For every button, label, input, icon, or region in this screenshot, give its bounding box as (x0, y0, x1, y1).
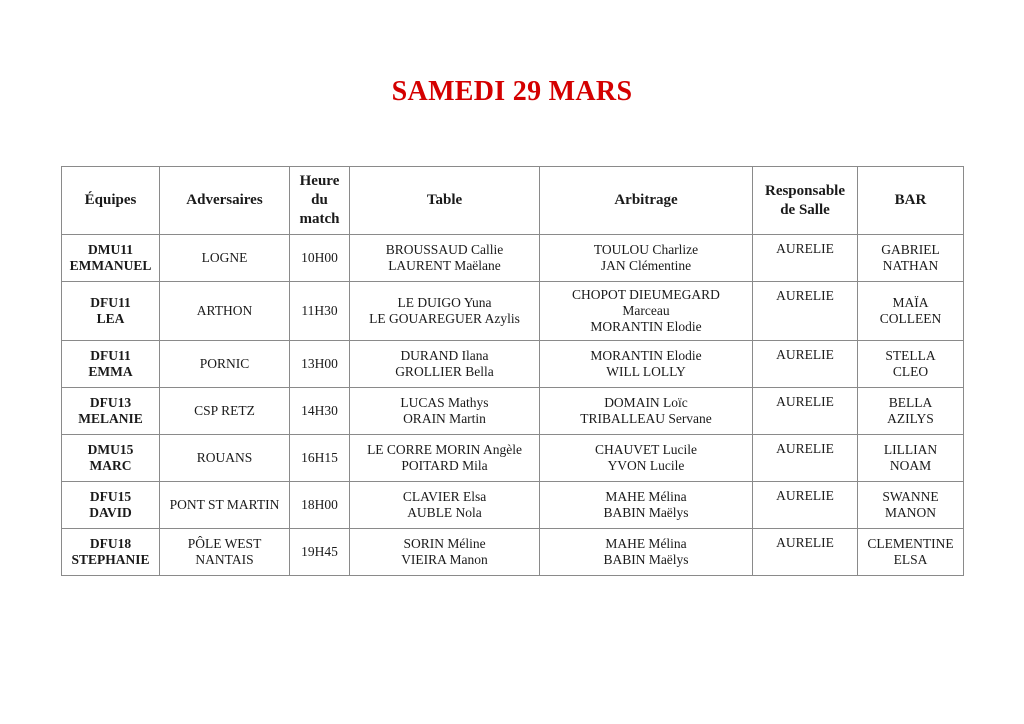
table-officials-cell (350, 388, 540, 435)
responsible-cell: AURELIE (753, 282, 858, 341)
table-official: GROLLIER Bella (395, 364, 494, 379)
opponent-line: PONT ST MARTIN (169, 497, 280, 512)
opponent-cell (160, 529, 290, 576)
team-cell (62, 388, 160, 435)
opponent-line: ROUANS (196, 450, 253, 465)
team-line: DFU11 (90, 295, 131, 310)
responsible-cell: AURELIE (753, 235, 858, 282)
table-row (62, 388, 964, 435)
table-official: LUCAS Mathys (400, 395, 489, 410)
header-adversaires: Adversaires (160, 167, 290, 235)
table-official: POITARD Mila (401, 458, 488, 473)
bar-cell (858, 435, 964, 482)
header-responsable (753, 167, 858, 235)
referee-name: Marceau (622, 303, 670, 318)
bar-name: COLLEEN (879, 311, 942, 326)
header-heure-line: Heure (299, 173, 340, 189)
bar-cell (858, 482, 964, 529)
bar-cell (858, 529, 964, 576)
bar-cell (858, 388, 964, 435)
team-line: DMU11 (88, 242, 133, 257)
opponent-line: CSP RETZ (194, 403, 255, 418)
header-heure (290, 167, 350, 235)
referee-name: YVON Lucile (607, 458, 685, 473)
opponent-cell (160, 435, 290, 482)
team-line: STEPHANIE (71, 552, 150, 567)
time-cell: 13H00 (290, 341, 350, 388)
table-official: ORAIN Martin (403, 411, 486, 426)
referee-cell (540, 388, 753, 435)
responsible-cell: AURELIE (753, 388, 858, 435)
bar-name: AZILYS (887, 411, 934, 426)
team-cell (62, 482, 160, 529)
referee-name: BABIN Maëlys (603, 552, 689, 567)
table-official: VIEIRA Manon (401, 552, 488, 567)
bar-name: MANON (884, 505, 936, 520)
team-line: EMMA (88, 364, 133, 379)
table-row (62, 235, 964, 282)
team-cell (62, 341, 160, 388)
opponent-line: NANTAIS (195, 552, 254, 567)
team-cell (62, 529, 160, 576)
opponent-line: PORNIC (199, 356, 250, 371)
header-responsable-line: Responsable (764, 182, 846, 199)
time-cell: 19H45 (290, 529, 350, 576)
team-line: DFU18 (89, 536, 132, 551)
responsible-cell: AURELIE (753, 482, 858, 529)
table-official: CLAVIER Elsa (402, 489, 487, 504)
bar-name: ELSA (893, 552, 928, 567)
header-equipes: Équipes (62, 167, 160, 235)
team-line: DFU15 (89, 489, 132, 504)
opponent-cell (160, 282, 290, 341)
referee-cell (540, 482, 753, 529)
table-official: SORIN Méline (403, 536, 486, 551)
header-row (62, 167, 964, 235)
referee-name: TRIBALLEAU Servane (580, 411, 712, 426)
team-line: DFU13 (89, 395, 132, 410)
responsible-cell: AURELIE (753, 341, 858, 388)
responsible-cell: AURELIE (753, 529, 858, 576)
table-officials-cell (350, 435, 540, 482)
bar-name: STELLA (885, 348, 936, 363)
team-line: LEA (96, 311, 125, 326)
referee-name: MORANTIN Elodie (590, 348, 702, 363)
referee-cell (540, 341, 753, 388)
opponent-line: PÔLE WEST (187, 536, 262, 551)
header-responsable-line: de Salle (780, 201, 830, 218)
table-officials-cell (350, 235, 540, 282)
page-title: SAMEDI 29 MARS (391, 76, 633, 107)
referee-cell (540, 529, 753, 576)
match-schedule-table (61, 166, 964, 576)
bar-cell (858, 282, 964, 341)
referee-name: CHAUVET Lucile (594, 442, 698, 457)
header-heure-line: match (299, 211, 340, 227)
bar-name: BELLA (888, 395, 933, 410)
referee-name: BABIN Maëlys (603, 505, 689, 520)
time-cell: 18H00 (290, 482, 350, 529)
table-officials-cell (350, 282, 540, 341)
header-heure-line: du (311, 192, 328, 208)
time-cell: 14H30 (290, 388, 350, 435)
bar-name: SWANNE (882, 489, 939, 504)
header-table: Table (350, 167, 540, 235)
bar-name: MAÏA (892, 295, 929, 310)
opponent-line: LOGNE (201, 250, 248, 265)
team-cell (62, 282, 160, 341)
team-line: MARC (89, 458, 132, 473)
opponent-cell (160, 235, 290, 282)
table-official: BROUSSAUD Callie (385, 242, 504, 257)
referee-name: TOULOU Charlize (593, 242, 699, 257)
table-row (62, 435, 964, 482)
referee-cell (540, 235, 753, 282)
opponent-cell (160, 388, 290, 435)
table-officials-cell (350, 529, 540, 576)
team-line: EMMANUEL (69, 258, 152, 273)
table-official: DURAND Ilana (400, 348, 489, 363)
referee-name: CHOPOT DIEUMEGARD (572, 287, 720, 302)
team-cell (62, 235, 160, 282)
bar-cell (858, 341, 964, 388)
table-official: LE DUIGO Yuna (397, 295, 492, 310)
header-bar: BAR (858, 167, 964, 235)
table-row (62, 282, 964, 341)
header-arbitrage: Arbitrage (540, 167, 753, 235)
time-cell: 11H30 (290, 282, 350, 341)
team-line: DFU11 (90, 348, 131, 363)
bar-name: NOAM (889, 458, 932, 473)
opponent-cell (160, 482, 290, 529)
time-cell: 10H00 (290, 235, 350, 282)
responsible-cell: AURELIE (753, 435, 858, 482)
referee-cell (540, 282, 753, 341)
bar-name: CLEO (892, 364, 929, 379)
bar-name: NATHAN (882, 258, 939, 273)
opponent-cell (160, 341, 290, 388)
time-cell: 16H15 (290, 435, 350, 482)
referee-name: MAHE Mélina (605, 489, 687, 504)
table-official: AUBLE Nola (407, 505, 482, 520)
table-official: LE CORRE MORIN Angèle (367, 442, 522, 457)
table-row (62, 341, 964, 388)
bar-name: GABRIEL (881, 242, 940, 257)
team-cell (62, 435, 160, 482)
referee-name: DOMAIN Loïc (604, 395, 688, 410)
table-officials-cell (350, 482, 540, 529)
bar-name: CLEMENTINE (867, 536, 954, 551)
team-line: DAVID (89, 505, 132, 520)
referee-name: MORANTIN Elodie (590, 319, 702, 334)
referee-name: WILL LOLLY (606, 364, 686, 379)
bar-name: LILLIAN (883, 442, 938, 457)
table-row (62, 482, 964, 529)
table-official: LAURENT Maëlane (388, 258, 501, 273)
table-row (62, 529, 964, 576)
opponent-line: ARTHON (196, 303, 253, 318)
table-official: LE GOUAREGUER Azylis (369, 311, 520, 326)
team-line: MELANIE (78, 411, 143, 426)
referee-cell (540, 435, 753, 482)
referee-name: MAHE Mélina (605, 536, 687, 551)
team-line: DMU15 (87, 442, 134, 457)
referee-name: JAN Clémentine (600, 258, 692, 273)
bar-cell (858, 235, 964, 282)
table-officials-cell (350, 341, 540, 388)
